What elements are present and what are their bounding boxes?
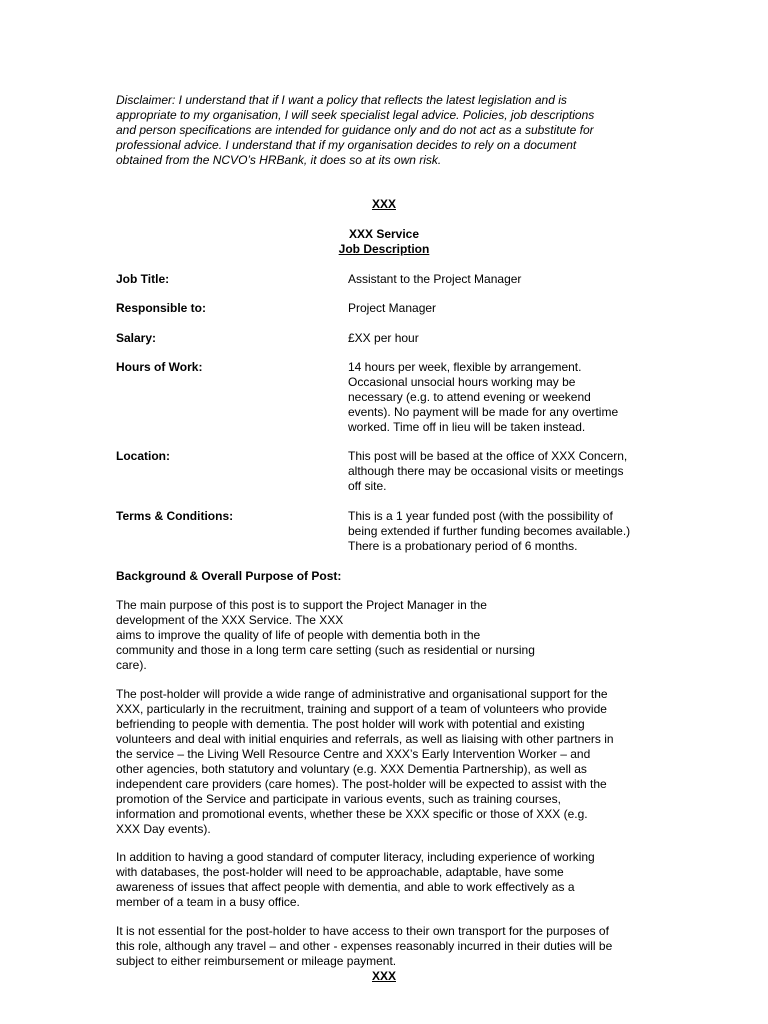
footer-org-heading: XXX bbox=[371, 969, 396, 983]
paragraph-line: befriending to people with dementia. The post holder will work with potential and existing bbox=[116, 717, 585, 731]
paragraph-line: The post-holder will provide a wide range of administrative and organisational support for the bbox=[116, 687, 608, 701]
hours-line: events). No payment will be made for any overtime bbox=[348, 405, 619, 419]
disclaimer bbox=[116, 93, 636, 168]
disclaimer-line: Disclaimer: I understand that if I want a policy that reflects the latest legislation and is bbox=[116, 93, 567, 107]
salary-line: £XX per hour bbox=[348, 331, 419, 345]
salary-label: Salary: bbox=[116, 331, 157, 345]
paragraph-line: care). bbox=[116, 658, 147, 672]
paragraph-line: subject to either reimbursement or mileage payment. bbox=[116, 954, 397, 968]
job-title-line: Assistant to the Project Manager bbox=[348, 272, 522, 286]
terms-line: This is a 1 year funded post (with the possibility of bbox=[348, 509, 613, 523]
terms-line: There is a probationary period of 6 months. bbox=[348, 539, 578, 553]
paragraph-line: the service – the Living Well Resource Centre and XXX’s Early Intervention Worker – and bbox=[116, 747, 591, 761]
paragraph-line: other agencies, both statutory and voluntary (e.g. XXX Dementia Partnership), as well as bbox=[116, 762, 587, 776]
background-paragraph-4 bbox=[116, 924, 656, 969]
org-heading: XXX bbox=[371, 197, 396, 211]
hours-label: Hours of Work: bbox=[116, 360, 203, 374]
paragraph-line: information and promotional events, whether these be XXX specific or those of XXX (e.g. bbox=[116, 807, 588, 821]
terms-value bbox=[348, 509, 658, 554]
disclaimer-line: and person specifications are intended for guidance only and do not act as a substitute for bbox=[116, 123, 594, 137]
document-title: Job Description bbox=[338, 242, 430, 256]
location-value bbox=[348, 449, 658, 494]
paragraph-line: In addition to having a good standard of computer literacy, including experience of working bbox=[116, 850, 595, 864]
hours-line: necessary (e.g. to attend evening or weekend bbox=[348, 390, 591, 404]
hours-line: worked. Time off in lieu will be taken instead. bbox=[348, 420, 586, 434]
responsible-to-line: Project Manager bbox=[348, 301, 437, 315]
paragraph-line: volunteers and deal with initial enquiries and referrals, as well as liaising with other partners in bbox=[116, 732, 614, 746]
location-label: Location: bbox=[116, 449, 170, 463]
hours-value bbox=[348, 360, 658, 435]
paragraph-line: awareness of issues that affect people with dementia, and able to work effectively as a bbox=[116, 880, 575, 894]
location-line: although there may be occasional visits or meetings bbox=[348, 464, 624, 478]
paragraph-line: this role, although any travel – and other - expenses reasonably incurred in their duties will be bbox=[116, 939, 613, 953]
background-paragraph-3 bbox=[116, 850, 656, 910]
paragraph-line: The main purpose of this post is to support the Project Manager in the bbox=[116, 598, 487, 612]
paragraph-line: It is not essential for the post-holder to have access to their own transport for the purposes of bbox=[116, 924, 609, 938]
background-paragraph-2 bbox=[116, 687, 656, 837]
background-paragraph-1 bbox=[116, 598, 656, 673]
paragraph-line: community and those in a long term care setting (such as residential or nursing bbox=[116, 643, 535, 657]
paragraph-line: development of the XXX Service. The XXX bbox=[116, 613, 344, 627]
paragraph-line: with databases, the post-holder will need to be approachable, adaptable, have some bbox=[116, 865, 564, 879]
background-heading: Background & Overall Purpose of Post: bbox=[116, 569, 342, 583]
hours-line: 14 hours per week, flexible by arrangement. bbox=[348, 360, 582, 374]
paragraph-line: aims to improve the quality of life of people with dementia both in the bbox=[116, 628, 481, 642]
terms-label: Terms & Conditions: bbox=[116, 509, 234, 523]
terms-line: being extended if further funding becomes available.) bbox=[348, 524, 631, 538]
paragraph-line: XXX, particularly in the recruitment, training and support of a team of volunteers who provide bbox=[116, 702, 607, 716]
responsible-to-label: Responsible to: bbox=[116, 301, 207, 315]
job-title-label: Job Title: bbox=[116, 272, 170, 286]
disclaimer-line: obtained from the NCVO’s HRBank, it does so at its own risk. bbox=[116, 153, 442, 167]
job-title-value bbox=[348, 272, 658, 287]
hours-line: Occasional unsocial hours working may be bbox=[348, 375, 576, 389]
location-line: off site. bbox=[348, 479, 387, 493]
location-line: This post will be based at the office of XXX Concern, bbox=[348, 449, 628, 463]
disclaimer-line: professional advice. I understand that if my organisation decides to rely on a document bbox=[116, 138, 577, 152]
disclaimer-line: appropriate to my organisation, I will seek specialist legal advice. Policies, job descriptions bbox=[116, 108, 595, 122]
paragraph-line: member of a team in a busy office. bbox=[116, 895, 300, 909]
service-title: XXX Service bbox=[348, 227, 420, 241]
paragraph-line: XXX Day events). bbox=[116, 822, 211, 836]
salary-value bbox=[348, 331, 658, 346]
paragraph-line: independent care providers (care homes). The post-holder will be expected to assist with the bbox=[116, 777, 607, 791]
responsible-to-value bbox=[348, 301, 658, 316]
paragraph-line: promotion of the Service and participate in various events, such as training courses, bbox=[116, 792, 561, 806]
